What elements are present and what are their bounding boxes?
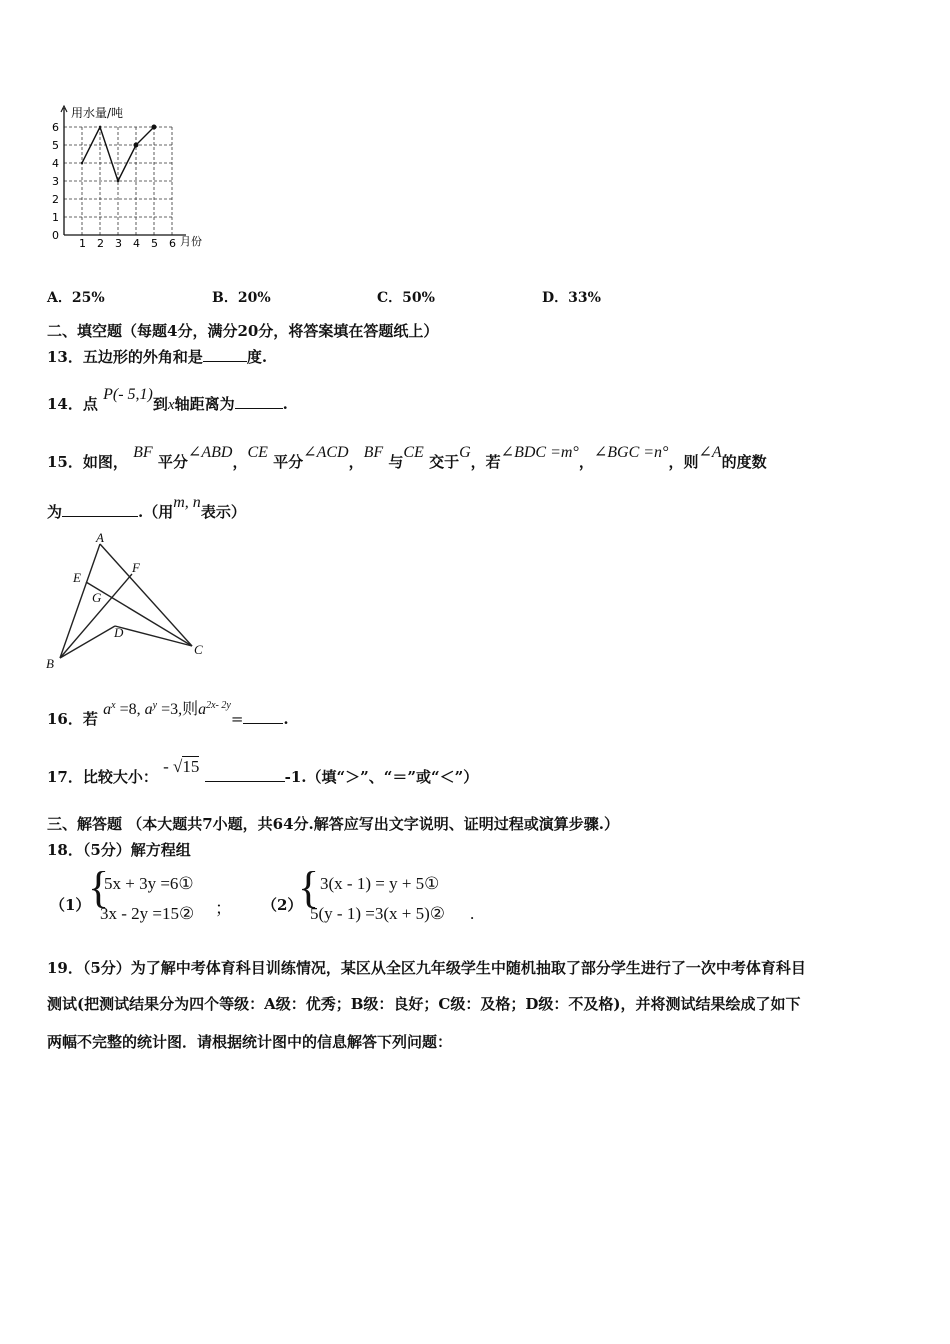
- option-a-letter: A．: [47, 290, 72, 306]
- data-point-month-1: [81, 162, 83, 164]
- q19-line-3: 两幅不完整的统计图．请根据统计图中的信息解答下列问题：: [47, 1033, 453, 1051]
- y-tick-label-1: 1: [52, 211, 59, 224]
- label-b: B: [46, 656, 54, 670]
- option-c: [377, 287, 435, 307]
- q15-number: 15．: [47, 453, 83, 471]
- q16-formula: [103, 700, 231, 718]
- q15-comma1: ，: [232, 453, 248, 471]
- q14-pre: 点: [82, 395, 98, 413]
- segment-ce: [86, 582, 192, 646]
- question-16: [47, 700, 289, 729]
- q14-mid: 到: [152, 395, 168, 413]
- option-a-text: 25%: [71, 290, 105, 306]
- system-1-eq2: 3x - 2y =15②: [100, 904, 195, 923]
- q16-answer-blank[interactable]: [243, 709, 283, 724]
- y-tick-label-2: 2: [52, 193, 59, 206]
- system-2-eq1: 3(x - 1) = y + 5①: [320, 874, 440, 893]
- option-d-text: 33%: [568, 290, 601, 306]
- q14-x: x: [167, 397, 175, 413]
- option-a: [47, 287, 105, 307]
- q16-eq3: =: [230, 710, 244, 728]
- q15-acd: ∠ACD: [303, 444, 349, 461]
- x-tick-label-5: 5: [151, 237, 158, 250]
- data-point-month-5: [152, 125, 157, 130]
- q15-t10: 表示）: [200, 503, 246, 521]
- y-tick-label-5: 5: [52, 139, 59, 152]
- q15-t5: ，若: [470, 453, 501, 471]
- q14-post: 轴距离为: [174, 395, 235, 413]
- q18-part1-label: （1）: [50, 896, 91, 914]
- q15-t4: 交于: [429, 453, 460, 471]
- x-tick-label-6: 6: [169, 237, 176, 250]
- question-17: [47, 757, 479, 787]
- q14-number: 14．: [47, 395, 83, 413]
- label-a: A: [96, 530, 104, 545]
- chart-series: [81, 125, 157, 183]
- section-3-heading: 三、解答题 （本大题共7小题，共64分.解答应写出文字说明、证明过程或演算步骤.）: [47, 815, 619, 833]
- q16-a1: a: [103, 701, 112, 718]
- q15-t1: 如图，: [82, 453, 128, 471]
- q17-answer-blank[interactable]: [205, 767, 285, 782]
- q16-pre: 若: [82, 710, 98, 728]
- q16-end: .: [283, 710, 289, 728]
- option-c-text: 50%: [402, 290, 435, 306]
- q18-title: 18．（5分）解方程组: [47, 841, 191, 859]
- q16-sup-y: y: [152, 700, 158, 711]
- label-c: C: [194, 642, 203, 657]
- q15-t2b: 平分: [273, 453, 304, 471]
- q13-suffix: 度.: [246, 348, 268, 366]
- question-15: [47, 444, 767, 472]
- section-2-heading: 二、填空题（每题4分，满分20分，将答案填在答题纸上）: [47, 322, 439, 340]
- system-2-dot: .: [470, 904, 475, 923]
- label-d: D: [114, 625, 124, 640]
- q15-t6: ，则: [668, 453, 699, 471]
- data-point-month-2: [99, 126, 101, 128]
- q15-t9: .（用: [138, 503, 174, 521]
- q16-eq2: =3,: [157, 701, 183, 718]
- q17-radicand: 15: [182, 757, 200, 776]
- y-tick-label-3: 3: [52, 175, 59, 188]
- q15-comma3: ，: [578, 453, 594, 471]
- option-d-letter: D．: [542, 290, 569, 306]
- q16-a3: a: [198, 701, 207, 718]
- q14-point: P(- 5,1): [103, 386, 153, 403]
- q19-line-1: 19．（5分）为了解中考体育科目训练情况，某区从全区九年级学生中随机抽取了部分学生进行了一次中考体育科目: [47, 959, 806, 977]
- chart-x-axis-label: 月份: [180, 235, 202, 248]
- x-tick-label-2: 2: [97, 237, 104, 250]
- q17-neg: -: [163, 757, 169, 776]
- x-tick-label-1: 1: [79, 237, 86, 250]
- q15-bgc: ∠BGC =n°: [593, 444, 669, 461]
- option-c-letter: C．: [377, 290, 403, 306]
- q16-sup-x: x: [111, 700, 116, 711]
- option-b-letter: B．: [212, 290, 238, 306]
- chart-ticks: [52, 121, 176, 250]
- q13-answer-blank[interactable]: [203, 347, 247, 362]
- x-tick-label-3: 3: [115, 237, 122, 250]
- q13-text: 五边形的外角和是: [82, 348, 203, 366]
- q15-bdc: ∠BDC =m°: [500, 444, 579, 461]
- q14-end: .: [282, 395, 288, 413]
- option-b: [212, 287, 271, 307]
- y-tick-label-6: 6: [52, 121, 59, 134]
- label-e: E: [73, 570, 81, 585]
- q15-bf: BF: [133, 444, 153, 461]
- option-d: [542, 287, 601, 307]
- q17-pre: 比较大小：: [82, 768, 158, 786]
- q15-t7: 的度数: [721, 453, 767, 471]
- q15-bf2: BF: [363, 444, 384, 461]
- y-tick-label-4: 4: [52, 157, 59, 170]
- q14-answer-blank[interactable]: [235, 394, 283, 409]
- label-f: F: [132, 560, 140, 575]
- q15-g: G: [459, 444, 471, 461]
- q16-number: 16．: [47, 710, 83, 728]
- system-2-brace-icon: {: [298, 863, 320, 912]
- system-1-brace-icon: {: [88, 863, 110, 912]
- q16-eq1: =8,: [115, 701, 145, 718]
- q15-t3: 与: [388, 453, 404, 471]
- data-point-month-3: [117, 180, 119, 182]
- q17-post: -1.（填“＞”、“＝”或“＜”）: [284, 768, 479, 786]
- y-tick-label-0: 0: [52, 229, 59, 242]
- option-b-text: 20%: [237, 290, 271, 306]
- system-1-semicolon: ；: [215, 899, 232, 918]
- x-tick-label-4: 4: [133, 237, 140, 250]
- segment-dc: [115, 626, 192, 646]
- question-13: [47, 346, 267, 367]
- q16-a2: a: [144, 701, 153, 718]
- q15-mn: m, n: [173, 494, 201, 511]
- system-2-eq2: 5(y - 1) =3(x + 5)②: [310, 904, 445, 923]
- q15-answer-blank[interactable]: [62, 502, 138, 517]
- segment-bf: [60, 574, 132, 658]
- q13-number: 13．: [47, 348, 83, 366]
- q15-ce: CE: [247, 444, 268, 461]
- q19-line-2: 测试(把测试结果分为四个等级：A级：优秀；B级：良好；C级：及格；D级：不及格)，并将测试结果绘成了如下: [47, 995, 801, 1013]
- label-g: G: [92, 590, 102, 605]
- question-15-cont: [47, 494, 246, 522]
- water-usage-chart: [40, 100, 220, 250]
- q15-t2: 平分: [157, 453, 188, 471]
- q17-number: 17．: [47, 768, 83, 786]
- q15-comma2: ，: [348, 453, 364, 471]
- q18-part2-label: （2）: [262, 896, 303, 914]
- q15-a: ∠A: [698, 444, 722, 461]
- chart-y-axis-label: 用水量/吨: [71, 106, 124, 120]
- q17-sqrt: - √15: [163, 757, 200, 776]
- system-1-eq1: 5x + 3y =6①: [104, 874, 194, 893]
- q15-abd: ∠ABD: [187, 444, 233, 461]
- q15-ce2: CE: [403, 444, 424, 461]
- q16-then: 则: [182, 701, 199, 718]
- triangle-figure: [40, 530, 220, 670]
- q15-t8: 为: [47, 503, 63, 521]
- segment-bd: [60, 626, 115, 658]
- q16-sup-exp: 2x- 2y: [206, 700, 231, 711]
- data-point-month-4: [134, 143, 139, 148]
- question-14: [47, 386, 288, 414]
